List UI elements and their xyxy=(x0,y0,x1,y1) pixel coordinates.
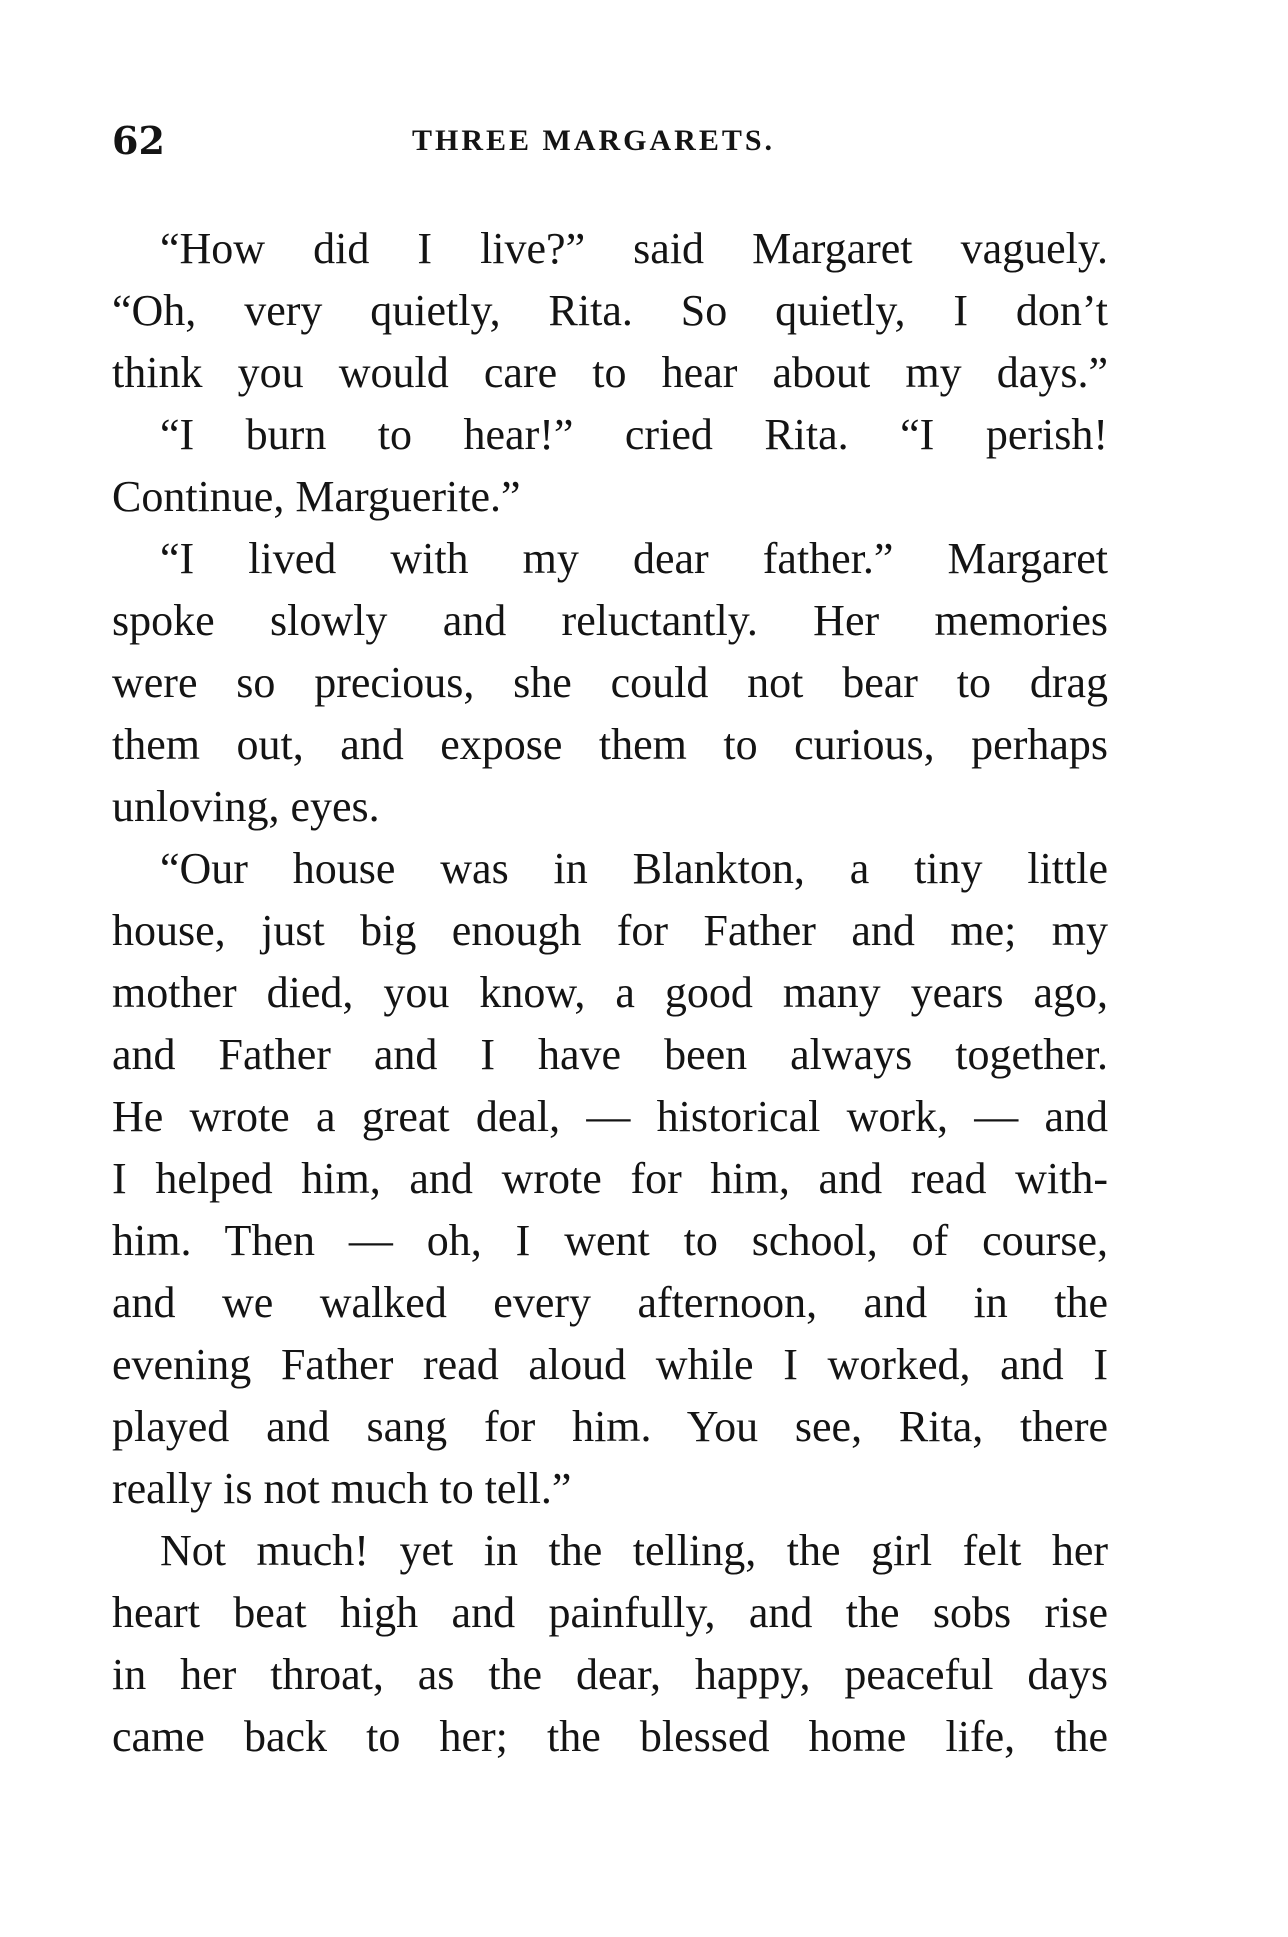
running-head xyxy=(112,118,1108,178)
text-line: were so precious, she could not bear to drag xyxy=(112,658,1108,707)
text-line: spoke slowly and reluctantly. Her memories xyxy=(112,596,1108,645)
text-line: think you would care to hear about my days.” xyxy=(112,348,1108,397)
text-line: unloving, eyes. xyxy=(112,782,380,831)
text-line: Not much! yet in the telling, the girl felt her xyxy=(160,1526,1108,1575)
text-line: them out, and expose them to curious, perhaps xyxy=(112,720,1108,769)
text-line: evening Father read aloud while I worked, and I xyxy=(112,1340,1108,1389)
text-line: played and sang for him. You see, Rita, there xyxy=(112,1402,1108,1451)
text-line: and we walked every afternoon, and in the xyxy=(112,1278,1108,1327)
text-line: in her throat, as the dear, happy, peaceful days xyxy=(112,1650,1108,1699)
text-line: He wrote a great deal, — historical work, — and xyxy=(112,1092,1108,1141)
text-line: mother died, you know, a good many years ago, xyxy=(112,968,1108,1017)
text-line: “Our house was in Blankton, a tiny little xyxy=(160,844,1108,893)
text-line: really is not much to tell.” xyxy=(112,1464,572,1513)
page-number: 62 xyxy=(112,118,165,163)
text-line: I helped him, and wrote for him, and read with- xyxy=(112,1154,1108,1203)
body-text xyxy=(112,218,1108,1768)
text-line: heart beat high and painfully, and the sobs rise xyxy=(112,1588,1108,1637)
text-line: and Father and I have been always together. xyxy=(112,1030,1108,1079)
text-line: “Oh, very quietly, Rita. So quietly, I don’t xyxy=(112,286,1108,335)
text-line: house, just big enough for Father and me; my xyxy=(112,906,1108,955)
text-line: him. Then — oh, I went to school, of course, xyxy=(112,1216,1108,1265)
text-line: Continue, Marguerite.” xyxy=(112,472,521,521)
text-line: “How did I live?” said Margaret vaguely. xyxy=(160,224,1108,273)
text-line: “I lived with my dear father.” Margaret xyxy=(160,534,1108,583)
running-title: THREE MARGARETS. xyxy=(412,124,776,157)
text-line: “I burn to hear!” cried Rita. “I perish! xyxy=(160,410,1108,459)
text-line: came back to her; the blessed home life, the xyxy=(112,1712,1108,1761)
